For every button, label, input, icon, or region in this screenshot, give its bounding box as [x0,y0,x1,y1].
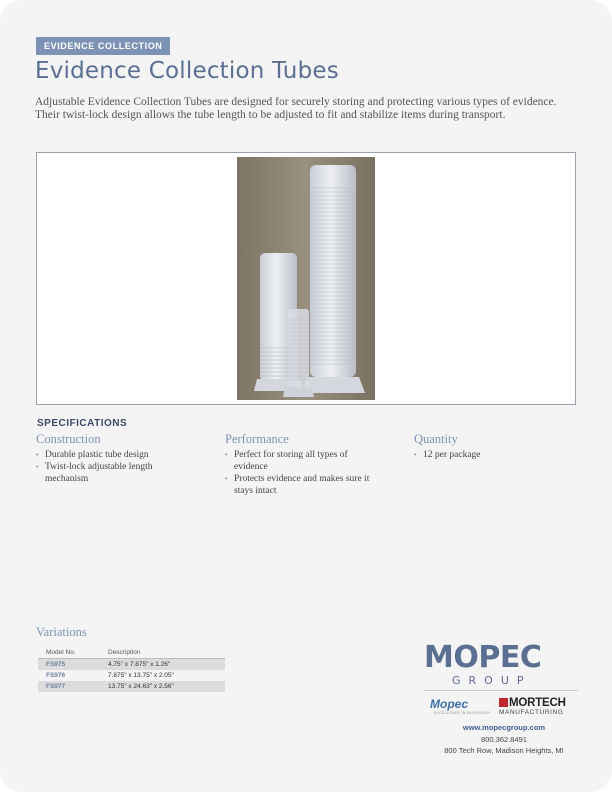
mopec-group-logo: MOPEC [424,640,542,675]
variations-table [38,647,225,692]
specifications-heading: SPECIFICATIONS [37,418,128,429]
spec-item: • Protects evidence and makes sure it stays intact [225,473,385,497]
model-description: 7.875" x 13.75" x 2.05" [108,672,174,679]
spec-column-quantity [414,432,564,461]
mortech-square-icon [499,698,508,707]
spec-column-title: Construction [36,432,101,446]
spec-item: • 12 per package [414,449,564,461]
model-number: FS977 [38,681,100,692]
spec-item: • Twist-lock adjustable length mechanism [36,461,176,485]
product-photo-frame [36,152,576,405]
mortech-brand-name: MORTECH [509,697,566,709]
mortech-brand-tagline: MANUFACTURING [499,709,564,716]
table-row [38,670,225,681]
logo-divider [424,690,578,691]
phone-number: 800.362.8491 [481,735,527,744]
product-photo [237,157,375,400]
spec-item: • Perfect for storing all types of evidence [225,449,375,473]
mopec-brand-logo: Mopec [430,697,469,711]
spec-column-construction [36,432,206,485]
spec-column-title: Performance [225,432,289,446]
evidence-tubes-illustration [237,157,375,400]
model-description: 4.75" x 7.875" x 1.26" [100,659,225,671]
spec-item: • Durable plastic tube design [36,449,206,461]
mopec-group-logo-sub: GROUP [452,674,532,687]
column-header-model: Model No. [38,647,100,659]
spec-column-performance [225,432,395,497]
mopec-brand-tagline: EXCELLENCE IN PATHOLOGY [434,711,491,715]
column-header-description: Description [100,647,225,659]
website-link[interactable]: www.mopecgroup.com [462,723,546,732]
table-row [38,681,225,692]
category-tag: EVIDENCE COLLECTION [36,37,170,55]
table-row [38,659,225,671]
spec-column-title: Quantity [414,432,458,446]
model-number: FS975 [38,659,100,671]
mortech-brand-logo [499,697,566,709]
variations-heading: Variations [36,625,87,639]
address: 800 Tech Row, Madison Heights, MI [444,746,564,755]
page-title: Evidence Collection Tubes [35,58,339,84]
model-description: 13.75" x 24.63" x 2.56" [100,681,225,692]
model-number: FS976 [46,672,66,679]
intro-paragraph: Adjustable Evidence Collection Tubes are designed for securely storing and protecting various types of evidence. Their twist-lock design allows the tube length to be adjusted to fit and stabilize items during transport. [35,96,557,121]
